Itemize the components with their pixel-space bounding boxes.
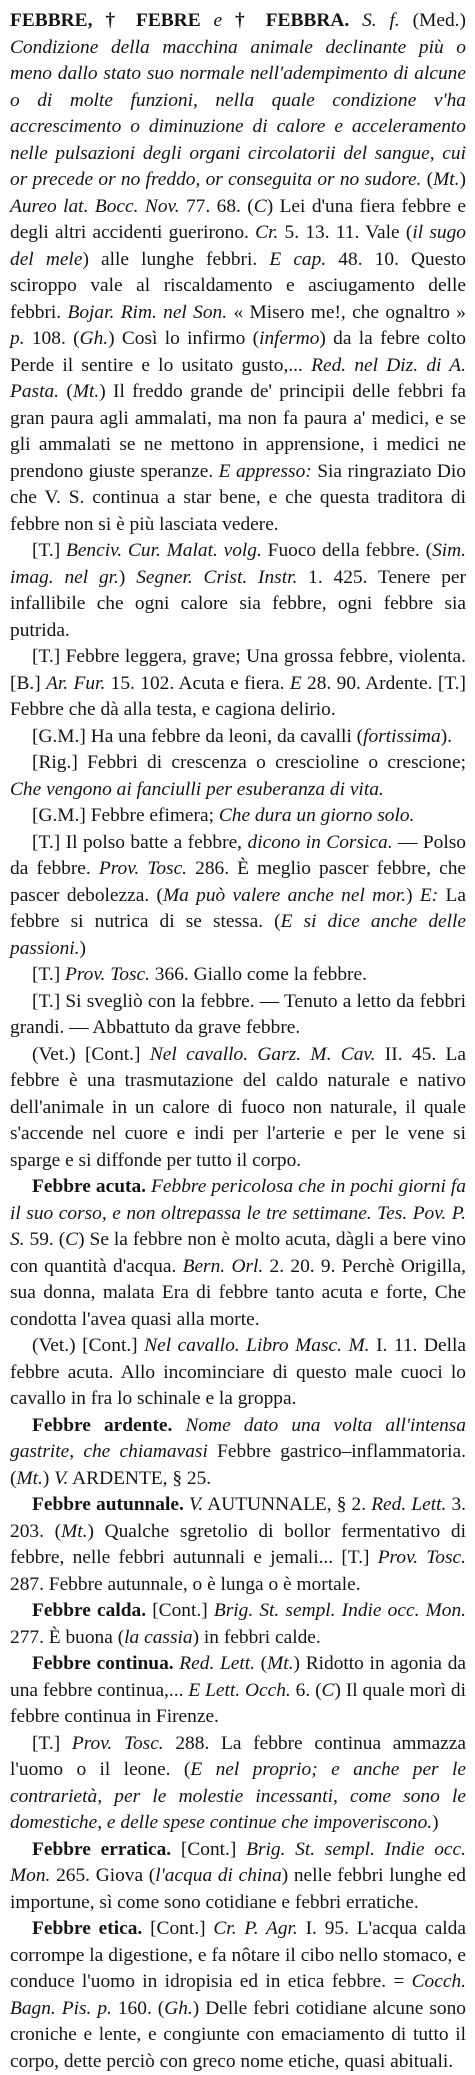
italic-text: Mt. — [72, 381, 100, 402]
italic-text: Prov. Tosc. — [377, 1547, 466, 1568]
text-run: 366. Giallo come la febbre. — [149, 964, 367, 985]
italic-text: S. f. — [362, 10, 400, 31]
text-run: 5. 13. 11. Vale ( — [278, 222, 413, 243]
text-run: ) Il quale morì di febbre continua in Firenze. — [10, 1679, 467, 1727]
text-run: ) — [79, 937, 86, 959]
text-run: [T.] Il polso batte a febbre, — [32, 831, 248, 853]
italic-text: E nel proprio; e anche per le contrarietà, per le molestie incessanti, come sono le domestiche, e delle spese continue che impoveriscono. — [10, 1759, 466, 1833]
entry-paragraph — [10, 1598, 466, 1651]
italic-text: E si dice anche delle passioni. — [10, 911, 466, 959]
text-run: ( — [421, 169, 434, 190]
italic-text: Brig. St. sempl. Indie occ. Mon. — [10, 1838, 466, 1886]
text-run: 2. 20. 9. Perchè Origilla, sua donna, malata Era di febbre tanto acuta e forte, Che condotta l'avea quasi alla morte. — [10, 1255, 466, 1330]
text-run: (Med.) — [399, 10, 466, 31]
italic-text: la cassia — [124, 1626, 193, 1648]
text-run: 3. 203. ( — [10, 1494, 467, 1542]
text-run: [Cont.] — [152, 1600, 214, 1621]
text-run: 48. 10. Questo sciroppo vale al riscaldamento e asciugamento delle febbri. — [10, 248, 466, 323]
text-run: I. 95. L'acqua calda corrompe la digestione, e fa nôtare il cibo nello stomaco, e conduce l'uomo in idropisia ed in etica febbre. = — [10, 1918, 466, 1992]
text-run: ) Delle febri cotidiane alcune sono croniche e lente, e congiunte con emaciamento di tutto il corpo, dette perciò con greco nome etiche, quasi abituali. — [10, 1997, 466, 2072]
entry-definition-paragraph — [10, 8, 466, 538]
italic-text: fortissima — [363, 725, 441, 747]
headword: Febbre autunnale. — [32, 1494, 189, 1515]
text-run: 287. Febbre autunnale, o è lunga o è mortale. — [10, 1573, 361, 1595]
entry-paragraph — [10, 750, 466, 803]
italic-text: Bojar. Rim. nel Son. — [67, 301, 228, 323]
text-run: 108. ( — [24, 328, 80, 349]
text-run: II. 45. La febbre è una trasmutazione del caldo naturale e nativo dell'animale in un calore di fuoco non naturale, il quale s'accende nel cuore e indi per l'arterie e per le vene si sparge e si diffonde per tutto il corpo. — [10, 1043, 466, 1171]
italic-text: Prov. Tosc. — [98, 858, 188, 879]
headword: Febbre calda. — [32, 1600, 153, 1621]
text-run: 6. ( — [290, 1679, 322, 1701]
italic-text: Che dura un giorno solo. — [218, 805, 415, 826]
italic-text: E — [289, 672, 302, 694]
text-run: Fuoco della febbre. ( — [261, 540, 433, 561]
text-run: [T.] Si svegliò con la febbre. — Tenuto a letto da febbri grandi. — Abbattuto da grave febbre. — [10, 990, 466, 1038]
italic-text: Ar. Fur. — [46, 672, 106, 694]
italic-text: dicono in Corsica. — [247, 831, 393, 853]
italic-text: E Lett. Occh. — [188, 1679, 291, 1701]
text-run: ) nelle febbri lunghe ed importune, sì come sono cotidiane e febbri erratiche. — [10, 1865, 466, 1913]
text-run: I. 11. Della febbre acuta. Allo incominciare di questo male cuoci lo cavallo in fra lo schinale e la groppa. — [10, 1335, 466, 1409]
entry-paragraph — [10, 1174, 466, 1333]
text-run: AUTUNNALE, § 2. — [203, 1494, 372, 1515]
text-run: ( — [255, 1653, 268, 1674]
headword: Febbre continua. — [32, 1653, 180, 1674]
text-run: [T.] — [32, 964, 66, 985]
text-run: ( — [59, 381, 73, 402]
italic-text: E cap. — [269, 248, 327, 270]
italic-text: il sugo del mele — [10, 222, 466, 270]
headword: Febbre ardente. — [32, 1414, 186, 1436]
headword: FEBBRE, † FEBRE — [10, 10, 214, 31]
headword: Febbre etica. — [32, 1918, 151, 1939]
text-run: [G.M.] Ha una febbre da leoni, da cavalli ( — [32, 725, 364, 747]
text-run: [Cont.] — [180, 1838, 247, 1860]
entry-paragraph — [10, 538, 466, 644]
entry-paragraph — [10, 1413, 466, 1493]
text-run: ). — [440, 725, 453, 747]
italic-text: Mt. — [433, 169, 460, 190]
entry-paragraph — [10, 1916, 466, 2075]
text-run: ) — [406, 884, 420, 906]
italic-text: l'acqua di china — [155, 1865, 282, 1886]
text-run: La febbre si nutrica di se stessa. ( — [10, 884, 466, 932]
text-run: — Polso da febbre. — [10, 831, 466, 879]
entry-paragraph — [10, 1333, 466, 1413]
entry-paragraph — [10, 830, 466, 963]
text-run: 77. 68. ( — [179, 195, 254, 217]
italic-text: Gh. — [164, 1997, 193, 2019]
headword: Febbre acuta. — [32, 1176, 152, 1197]
entry-paragraph — [10, 962, 466, 989]
italic-text: C — [65, 1229, 79, 1250]
italic-text: Nel cavallo. Libro Masc. M. — [144, 1335, 370, 1356]
italic-text: e — [213, 10, 236, 31]
text-run: ) Il freddo grande de' principii delle febbri fa gran paura agli ammalati, ma non fa paura a' medici, e se gli ammalati se ne mettono in apprensione, i medici ne prendono giuste speranze. — [10, 381, 466, 482]
text-run: ) Lei d'una fiera febbre e degli altri accidenti guerirono. — [10, 195, 466, 243]
text-run: ) Ridotto in agonia da una febbre continua,... — [10, 1653, 466, 1701]
text-run: « Misero me!, che ognaltro » — [227, 301, 467, 323]
text-run: [G.M.] Febbre efimera; — [32, 805, 219, 826]
entry-paragraph — [10, 989, 466, 1042]
entry-paragraph — [10, 803, 466, 830]
text-run: 160. ( — [111, 1997, 165, 2019]
entry-paragraph — [10, 1492, 466, 1598]
italic-text: Prov. Tosc. — [71, 1732, 164, 1754]
text-run: 59. ( — [24, 1229, 66, 1250]
text-run: Febbre gastrico–inflammatoria. ( — [10, 1441, 466, 1489]
entry-paragraph — [10, 1042, 466, 1175]
italic-text: Cr. — [255, 222, 279, 243]
text-run: 28. 90. Ardente. [T.] Febbre che dà alla testa, e cagiona delirio. — [10, 672, 466, 720]
italic-text: Aureo lat. Bocc. Nov. — [10, 195, 180, 217]
entry-paragraph — [10, 724, 466, 751]
text-run: ) — [459, 169, 466, 190]
text-run: ) da la febre colto Perde il sentire e lo usitato gusto,... — [10, 328, 466, 376]
headword: Febbre erratica. — [32, 1838, 181, 1860]
italic-text: Mt. — [61, 1520, 88, 1542]
entry-paragraph — [10, 1837, 466, 1917]
italic-text: Nome dato una volta all'intensa gastrite, che chiamavasi — [10, 1414, 467, 1462]
italic-text: V. — [188, 1494, 204, 1515]
text-run: (Vet.) [Cont.] — [32, 1043, 150, 1065]
italic-text: Cr. P. Agr. — [213, 1918, 298, 1939]
entry-paragraph — [10, 644, 466, 724]
text-run: 288. La febbre continua ammazza l'uomo o il leone. ( — [10, 1732, 467, 1780]
text-run: ) alle lunghe febbri. — [82, 248, 270, 270]
text-run: ) Se la febbre non è molto acuta, dàgli a bere vino con quantità d'acqua. — [10, 1229, 466, 1277]
italic-text: Bern. Orl. — [182, 1255, 264, 1277]
text-run: ) in febbri calde. — [192, 1626, 321, 1648]
italic-text: Nel cavallo. Garz. M. Cav. — [149, 1043, 376, 1065]
italic-text: Che vengono ai fanciulli per esuberanza di vita. — [10, 778, 384, 800]
text-run: [T.] — [32, 1732, 72, 1754]
text-run: ) — [118, 566, 137, 588]
italic-text: Cocch. Bagn. Pis. p. — [10, 1971, 466, 2019]
italic-text: Mt. — [16, 1467, 43, 1489]
text-run: 265. Giova ( — [50, 1865, 156, 1886]
italic-text: Segner. Crist. Instr. — [136, 566, 298, 588]
text-run: ) — [42, 1467, 55, 1489]
text-run: 1. 425. Tenere per infallibile che ogni calore sia febbre, ogni febbre sia putrida. — [10, 566, 466, 641]
text-run: Sia ringraziato Dio che V. S. continua a star bene, e che questa traditora di febbre non si è più lasciata vedere. — [10, 460, 466, 535]
italic-text: C — [253, 195, 267, 217]
italic-text: Benciv. Cur. Malat. volg. — [65, 540, 262, 561]
italic-text: Condizione della macchina animale declinante più o meno dallo stato suo normale nell'adempimento di alcune o di molte funzioni, nella quale condizione v'ha accrescimento o diminuzione di calore e acceleramento nelle pulsazioni degli organi circolatorii del sangue, cui or precede or no freddo, or conseguita or no sudore. — [10, 36, 466, 190]
italic-text: V. — [54, 1467, 69, 1489]
italic-text: Sim. imag. nel gr. — [10, 540, 467, 588]
text-run: [Rig.] Febbri di crescenza o crescioline o crescione; — [32, 752, 466, 773]
headword: † FEBBRA. — [235, 10, 363, 31]
italic-text: p. — [10, 328, 25, 349]
italic-text: Mt. — [267, 1653, 294, 1674]
text-run: ) — [432, 1812, 439, 1833]
italic-text: E appresso: — [218, 460, 312, 482]
italic-text: E: — [419, 884, 439, 906]
italic-text: Red. Lett. — [179, 1653, 255, 1674]
entry-paragraph — [10, 1651, 466, 1731]
text-run: [T.] Febbre leggera, grave; Una grossa febbre, violenta. [B.] — [10, 646, 466, 694]
text-run: ARDENTE, § 25. — [68, 1467, 212, 1489]
italic-text: Red. Lett. — [371, 1494, 447, 1515]
text-run: (Vet.) [Cont.] — [32, 1335, 145, 1356]
text-run: ) Qualche sgretolio di bollor fermentativo di febbre, nelle febbri autunnali e jemali... [T.] — [10, 1520, 466, 1568]
italic-text: Brig. St. sempl. Indie occ. Mon. — [213, 1600, 466, 1621]
italic-text: infermo — [259, 328, 320, 349]
text-run: [Cont.] — [150, 1918, 214, 1939]
text-run: 286. È meglio pascer febbre, che pascer debolezza. ( — [10, 858, 466, 906]
italic-text: Ma può valere anche nel mor. — [162, 884, 407, 906]
text-run: [T.] — [32, 540, 66, 561]
text-run: 277. È buona ( — [10, 1626, 125, 1648]
italic-text: Febbre pericolosa che in pochi giorni fa il suo corso, e non oltrepassa le tre settimane. Tes. Pov. P. S. — [10, 1176, 466, 1250]
text-run: ) Così lo infirmo ( — [108, 328, 260, 349]
italic-text: Gh. — [79, 328, 109, 349]
text-run: 15. 102. Acuta e fiera. — [105, 672, 290, 694]
italic-text: Prov. Tosc. — [65, 964, 150, 985]
entry-paragraph — [10, 1731, 466, 1837]
italic-text: C — [321, 1679, 335, 1701]
dictionary-entry-febbre — [10, 8, 466, 2075]
italic-text: Red. nel Diz. di A. Pasta. — [10, 354, 466, 402]
